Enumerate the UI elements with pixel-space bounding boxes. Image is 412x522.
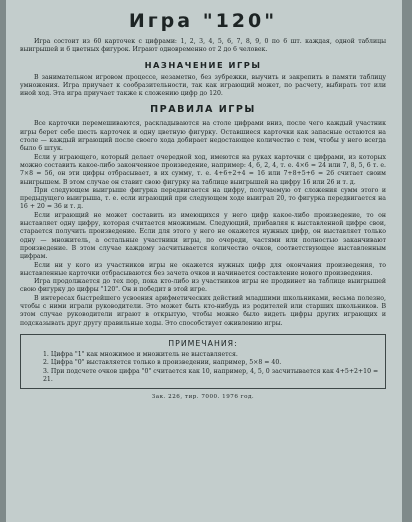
rule-paragraph: Если играющий не может составить из имеющихся у него цифр какое-либо произведение, то он выставляет одну цифру, которая считается множимым. Следующий, прибавляя к выставленной цифре свои, старается получить произведение. Если для этого у него не окажется нужных цифр, он выставляет только одну — множитель, а остальные участники игры, по очереди, частями или полностью заканчивают произведение. В этом случае каждому засчитывается количество очков, соответствующее выставленным цифрам. (20, 211, 386, 261)
rule-paragraph: Если у играющего, который делает очередной ход, имеются на руках карточки с цифрами, из которых можно составить какое-либо законченное произведение, например: 4, 6, 2, 4, т. е. 4×6 = 24 или 7, 8, 5, 6 т. е. 7×8 = 56, он эти цифры отбрасывает, в их сумму, т. е. 4+6+2+4 = 16 или 7+8+5+6 = 26 считает своим выигрышем. В этом случае он ставит свою фигурку на таблице выигрышей на цифру 16 или 26 и т. д. (20, 153, 386, 186)
note-item: 3. При подсчете очков цифра "0" считается как 10, например, 4, 5, 0 засчитывается как 4+5+2+10 = 21. (43, 367, 379, 384)
note-item: 2. Цифра "0" выставляется только в произведении, например, 5×8 = 40. (43, 359, 282, 367)
notes-box (20, 334, 386, 389)
rule-paragraph: В интересах быстрейшего усвоения арифметических действий младшими школьниками, весьма полезно, чтобы с ними играли руководители. Это может быть кто-нибудь из родителей или старших школьников. В этом случае руководители играют в открытую, чтобы можно было видеть цифры других играющих и подсказывать друг другу правильные ходы. Это способствует оживлению игры. (20, 294, 386, 327)
rule-paragraph: При следующем выигрыше фигурка передвигается на цифру, получаемую от сложения сумм этого и предыдущего выигрыша, т. е. если играющий при следующем ходе выиграл 20, то фигурка передвигается на 16 + 20 = 36 и т. д. (20, 186, 386, 211)
note-item: 1. Цифра "1" как множимое и множитель не выставляется. (43, 350, 238, 358)
rule-paragraph: Игра продолжается до тех пор, пока кто-либо из участников игры не продвинет на таблице выигрышей свою фигурку до цифры "120". Он и победит в этой игре. (20, 278, 386, 294)
section-heading-purpose: НАЗНАЧЕНИЕ ИГРЫ (144, 59, 262, 70)
rules-page (6, 0, 402, 522)
purpose-paragraph: В занимательном игровом процессе, незаметно, без зубрежки, выучить и закрепить в памяти таблицу умножения. Игра приучает к сообразительности, так как играющий может, по расчету, выбирать тот или иной ход. Эта игра приучает также к сложению цифр до 120. (20, 73, 386, 98)
print-info: Зак. 226, тир. 7000. 1976 год. (151, 393, 255, 400)
page-title: Игра "120" (128, 10, 278, 32)
notes-heading: ПРИМЕЧАНИЯ: (168, 338, 238, 348)
rule-paragraph: Все карточки перемешиваются, раскладываются на столе цифрами вниз, после чего каждый участник игры берет себе шесть карточек и одну цветную фигурку. Оставшиеся карточки как запасные остаются на столе — каждый играющий после своего хода добирает недостающее количество с тем, чтобы у него всегда было 6 штук. (20, 120, 386, 153)
rule-paragraph: Если ни у кого из участников игры не окажется нужных цифр для окончания произведения, то выставленные карточки отбрасываются без зачета очков и начинается составление нового произведения. (20, 261, 386, 277)
section-heading-rules: ПРАВИЛА ИГРЫ (150, 104, 256, 116)
intro-paragraph: Игра состоит из 60 карточек с цифрами: 1, 2, 3, 4, 5, 6, 7, 8, 9, 0 по 6 шт. каждая, одной таблицы выигрышей и 6 цветных фигурок. Играют одновременно от 2 до 6 человек. (20, 38, 386, 54)
